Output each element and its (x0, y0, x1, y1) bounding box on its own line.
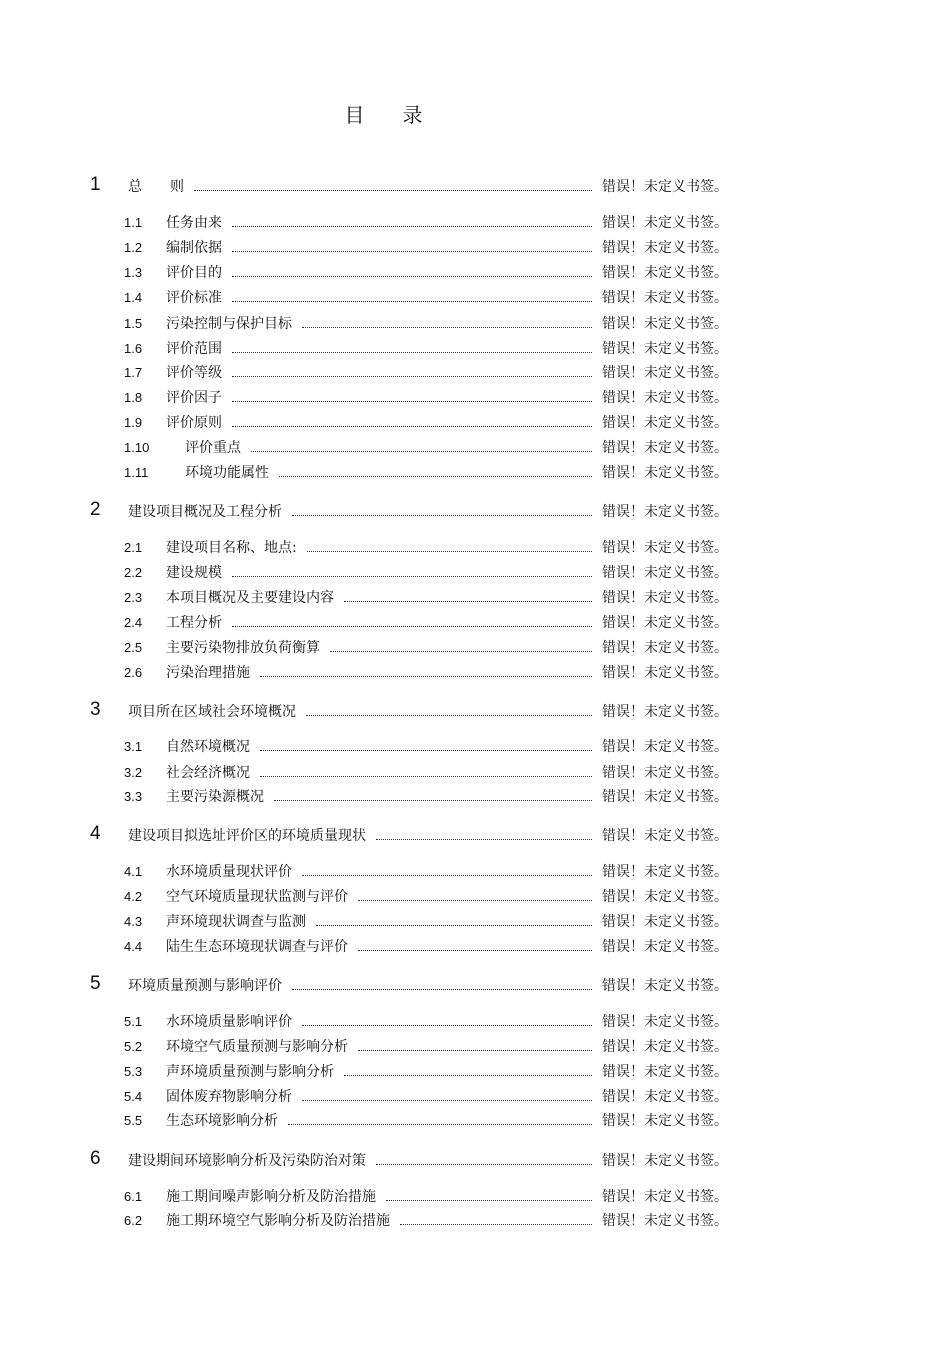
toc-entry-label: 建设期间环境影响分析及污染防治对策 (128, 1153, 366, 1169)
toc-entry-number: 6.1 (124, 1189, 143, 1204)
toc-entry-page-ref: 错误！未定义书签。 (602, 889, 728, 905)
toc-dot-leader (330, 651, 592, 652)
toc-entry-number: 1.10 (124, 440, 150, 455)
toc-entry-page-ref: 错误！未定义书签。 (602, 914, 728, 930)
toc-entry-label: 环境质量预测与影响评价 (128, 978, 282, 994)
toc-subsection-entry[interactable] (0, 886, 950, 908)
toc-entry-number: 5.5 (124, 1113, 143, 1128)
toc-dot-leader (232, 352, 592, 353)
toc-dot-leader (232, 576, 592, 577)
toc-entry-number: 1.11 (124, 465, 149, 480)
toc-entry-label: 总 则 (128, 179, 184, 195)
toc-entry-label: 评价标准 (166, 290, 222, 306)
toc-entry-page-ref: 错误！未定义书签。 (602, 978, 728, 994)
toc-entry-page-ref: 错误！未定义书签。 (602, 1153, 728, 1169)
toc-entry-number: 1.1 (124, 215, 143, 230)
toc-subsection-entry[interactable] (0, 736, 950, 758)
toc-entry-page-ref: 错误！未定义书签。 (602, 565, 728, 581)
toc-subsection-entry[interactable] (0, 562, 950, 584)
toc-entry-page-ref: 错误！未定义书签。 (602, 504, 728, 520)
toc-entry-number: 5.2 (124, 1039, 143, 1054)
toc-dot-leader (302, 1100, 592, 1101)
toc-entry-number: 1.5 (124, 316, 143, 331)
toc-subsection-entry[interactable] (0, 1186, 950, 1208)
toc-entry-page-ref: 错误！未定义书签。 (602, 1113, 728, 1129)
toc-subsection-entry[interactable] (0, 287, 950, 309)
toc-entry-number: 4.2 (124, 889, 143, 904)
toc-dot-leader (274, 800, 592, 801)
toc-entry-page-ref: 错误！未定义书签。 (602, 265, 728, 281)
toc-dot-leader (251, 451, 592, 452)
toc-entry-label: 评价目的 (166, 265, 222, 281)
toc-entry-number: 4.3 (124, 914, 143, 929)
toc-subsection-entry[interactable] (0, 1036, 950, 1058)
toc-entry-label: 建设规模 (166, 565, 222, 581)
toc-subsection-entry[interactable] (0, 786, 950, 808)
toc-subsection-entry[interactable] (0, 462, 950, 484)
toc-entry-number: 1.2 (124, 240, 143, 255)
toc-entry-label: 建设项目拟选址评价区的环境质量现状 (128, 828, 366, 844)
toc-entry-label: 自然环境概况 (166, 739, 250, 755)
toc-subsection-entry[interactable] (0, 762, 950, 784)
toc-entry-page-ref: 错误！未定义书签。 (602, 665, 728, 681)
toc-section-entry[interactable] (0, 1150, 950, 1172)
toc-dot-leader (260, 776, 592, 777)
toc-subsection-entry[interactable] (0, 911, 950, 933)
toc-entry-page-ref: 错误！未定义书签。 (602, 316, 728, 332)
toc-entry-number: 4.4 (124, 939, 143, 954)
toc-dot-leader (232, 626, 592, 627)
toc-entry-label: 污染控制与保护目标 (166, 316, 292, 332)
toc-entry-label: 空气环境质量现状监测与评价 (166, 889, 348, 905)
toc-entry-label: 编制依据 (166, 240, 222, 256)
toc-subsection-entry[interactable] (0, 387, 950, 409)
toc-entry-number: 2.5 (124, 640, 143, 655)
toc-dot-leader (358, 950, 592, 951)
toc-dot-leader (279, 476, 592, 477)
toc-entry-label: 评价因子 (166, 390, 222, 406)
toc-subsection-entry[interactable] (0, 1011, 950, 1033)
toc-entry-number: 3 (90, 699, 101, 720)
toc-entry-page-ref: 错误！未定义书签。 (602, 864, 728, 880)
toc-entry-number: 2 (90, 499, 101, 520)
toc-entry-page-ref: 错误！未定义书签。 (602, 1039, 728, 1055)
toc-entry-label: 项目所在区域社会环境概况 (128, 704, 296, 720)
toc-entry-label: 建设项目名称、地点: (166, 540, 297, 556)
toc-entry-number: 2.1 (124, 540, 143, 555)
toc-dot-leader (232, 376, 592, 377)
toc-subsection-entry[interactable] (0, 637, 950, 659)
toc-subsection-entry[interactable] (0, 412, 950, 434)
toc-subsection-entry[interactable] (0, 237, 950, 259)
toc-section-entry[interactable] (0, 701, 950, 723)
toc-dot-leader (232, 401, 592, 402)
toc-entry-label: 水环境质量现状评价 (166, 864, 292, 880)
toc-entry-number: 5 (90, 973, 101, 994)
toc-entry-number: 3.1 (124, 739, 143, 754)
toc-dot-leader (260, 750, 592, 751)
toc-section-entry[interactable] (0, 501, 950, 523)
toc-entry-page-ref: 错误！未定义书签。 (602, 1213, 728, 1229)
toc-entry-page-ref: 错误！未定义书签。 (602, 440, 728, 456)
toc-entry-label: 环境功能属性 (185, 465, 269, 481)
toc-entry-number: 2.6 (124, 665, 143, 680)
toc-entry-label: 评价等级 (166, 365, 222, 381)
toc-entry-page-ref: 错误！未定义书签。 (602, 615, 728, 631)
toc-entry-number: 2.3 (124, 590, 143, 605)
toc-entry-page-ref: 错误！未定义书签。 (602, 390, 728, 406)
toc-entry-number: 5.1 (124, 1014, 143, 1029)
toc-entry-page-ref: 错误！未定义书签。 (602, 739, 728, 755)
toc-entry-page-ref: 错误！未定义书签。 (602, 179, 728, 195)
toc-subsection-entry[interactable] (0, 662, 950, 684)
toc-entry-page-ref: 错误！未定义书签。 (602, 939, 728, 955)
toc-entry-number: 3.3 (124, 789, 143, 804)
toc-dot-leader (232, 226, 592, 227)
toc-dot-leader (232, 426, 592, 427)
toc-dot-leader (358, 900, 592, 901)
toc-entry-label: 社会经济概况 (166, 765, 250, 781)
toc-entry-number: 1 (90, 174, 101, 195)
toc-subsection-entry[interactable] (0, 338, 950, 360)
toc-dot-leader (376, 839, 592, 840)
toc-subsection-entry[interactable] (0, 587, 950, 609)
toc-entry-page-ref: 错误！未定义书签。 (602, 540, 728, 556)
toc-entry-page-ref: 错误！未定义书签。 (602, 1014, 728, 1030)
toc-entry-page-ref: 错误！未定义书签。 (602, 828, 728, 844)
toc-entry-label: 环境空气质量预测与影响分析 (166, 1039, 348, 1055)
toc-dot-leader (358, 1050, 592, 1051)
toc-entry-label: 工程分析 (166, 615, 222, 631)
toc-subsection-entry[interactable] (0, 1110, 950, 1132)
toc-dot-leader (260, 676, 592, 677)
toc-entry-label: 声环境现状调查与监测 (166, 914, 306, 930)
toc-subsection-entry[interactable] (0, 362, 950, 384)
toc-entry-number: 1.8 (124, 390, 143, 405)
toc-dot-leader (386, 1200, 592, 1201)
toc-entry-page-ref: 错误！未定义书签。 (602, 590, 728, 606)
toc-entry-label: 生态环境影响分析 (166, 1113, 278, 1129)
toc-dot-leader (232, 276, 592, 277)
toc-subsection-entry[interactable] (0, 861, 950, 883)
toc-dot-leader (232, 301, 592, 302)
toc-entry-number: 1.9 (124, 415, 143, 430)
toc-entry-label: 施工期环境空气影响分析及防治措施 (166, 1213, 390, 1229)
toc-dot-leader (292, 515, 592, 516)
toc-subsection-entry[interactable] (0, 313, 950, 335)
toc-entry-page-ref: 错误！未定义书签。 (602, 765, 728, 781)
toc-dot-leader (302, 1025, 592, 1026)
toc-subsection-entry[interactable] (0, 1061, 950, 1083)
toc-section-entry[interactable] (0, 176, 950, 198)
toc-entry-number: 3.2 (124, 765, 143, 780)
toc-entry-page-ref: 错误！未定义书签。 (602, 290, 728, 306)
toc-entry-label: 任务由来 (166, 215, 222, 231)
toc-dot-leader (376, 1164, 592, 1165)
toc-section-entry[interactable] (0, 975, 950, 997)
toc-entry-number: 5.4 (124, 1089, 143, 1104)
toc-entry-page-ref: 错误！未定义书签。 (602, 215, 728, 231)
toc-dot-leader (306, 715, 592, 716)
toc-entry-number: 4 (90, 823, 101, 844)
toc-subsection-entry[interactable] (0, 1086, 950, 1108)
toc-entry-number: 5.3 (124, 1064, 143, 1079)
toc-entry-label: 固体废弃物影响分析 (166, 1089, 292, 1105)
toc-entry-label: 建设项目概况及工程分析 (128, 504, 282, 520)
toc-entry-number: 1.7 (124, 365, 143, 380)
toc-entry-number: 2.2 (124, 565, 143, 580)
toc-dot-leader (316, 925, 592, 926)
toc-entry-page-ref: 错误！未定义书签。 (602, 789, 728, 805)
toc-dot-leader (302, 327, 592, 328)
toc-entry-label: 评价范围 (166, 341, 222, 357)
toc-entry-page-ref: 错误！未定义书签。 (602, 240, 728, 256)
toc-dot-leader (302, 875, 592, 876)
toc-dot-leader (307, 551, 592, 552)
toc-entry-number: 1.3 (124, 265, 143, 280)
toc-subsection-entry[interactable] (0, 212, 950, 234)
toc-entry-label: 陆生生态环境现状调查与评价 (166, 939, 348, 955)
toc-entry-number: 2.4 (124, 615, 143, 630)
toc-subsection-entry[interactable] (0, 262, 950, 284)
toc-subsection-entry[interactable] (0, 612, 950, 634)
toc-entry-number: 4.1 (124, 864, 143, 879)
toc-entry-label: 水环境质量影响评价 (166, 1014, 292, 1030)
toc-entry-label: 评价重点 (185, 440, 241, 456)
toc-subsection-entry[interactable] (0, 537, 950, 559)
toc-dot-leader (288, 1124, 592, 1125)
toc-entry-number: 6.2 (124, 1213, 143, 1228)
toc-subsection-entry[interactable] (0, 1210, 950, 1232)
toc-dot-leader (344, 601, 592, 602)
toc-entry-label: 主要污染源概况 (166, 789, 264, 805)
toc-entry-label: 施工期间噪声影响分析及防治措施 (166, 1189, 376, 1205)
toc-entry-page-ref: 错误！未定义书签。 (602, 341, 728, 357)
toc-dot-leader (400, 1224, 592, 1225)
toc-entry-label: 主要污染物排放负荷衡算 (166, 640, 320, 656)
toc-entry-page-ref: 错误！未定义书签。 (602, 1064, 728, 1080)
toc-subsection-entry[interactable] (0, 936, 950, 958)
toc-entry-number: 1.4 (124, 290, 143, 305)
toc-entry-page-ref: 错误！未定义书签。 (602, 640, 728, 656)
toc-entry-page-ref: 错误！未定义书签。 (602, 465, 728, 481)
toc-entry-page-ref: 错误！未定义书签。 (602, 1089, 728, 1105)
toc-entry-page-ref: 错误！未定义书签。 (602, 415, 728, 431)
toc-entry-number: 6 (90, 1148, 101, 1169)
toc-title: 目录 (344, 103, 461, 127)
toc-entry-label: 声环境质量预测与影响分析 (166, 1064, 334, 1080)
toc-entry-label: 本项目概况及主要建设内容 (166, 590, 334, 606)
toc-entry-number: 1.6 (124, 341, 143, 356)
toc-dot-leader (232, 251, 592, 252)
toc-subsection-entry[interactable] (0, 437, 950, 459)
toc-dot-leader (194, 190, 592, 191)
toc-dot-leader (292, 989, 592, 990)
toc-entry-page-ref: 错误！未定义书签。 (602, 1189, 728, 1205)
toc-entry-page-ref: 错误！未定义书签。 (602, 704, 728, 720)
toc-entry-label: 污染治理措施 (166, 665, 250, 681)
toc-entry-label: 评价原则 (166, 415, 222, 431)
toc-dot-leader (344, 1075, 592, 1076)
toc-section-entry[interactable] (0, 825, 950, 847)
toc-entry-page-ref: 错误！未定义书签。 (602, 365, 728, 381)
